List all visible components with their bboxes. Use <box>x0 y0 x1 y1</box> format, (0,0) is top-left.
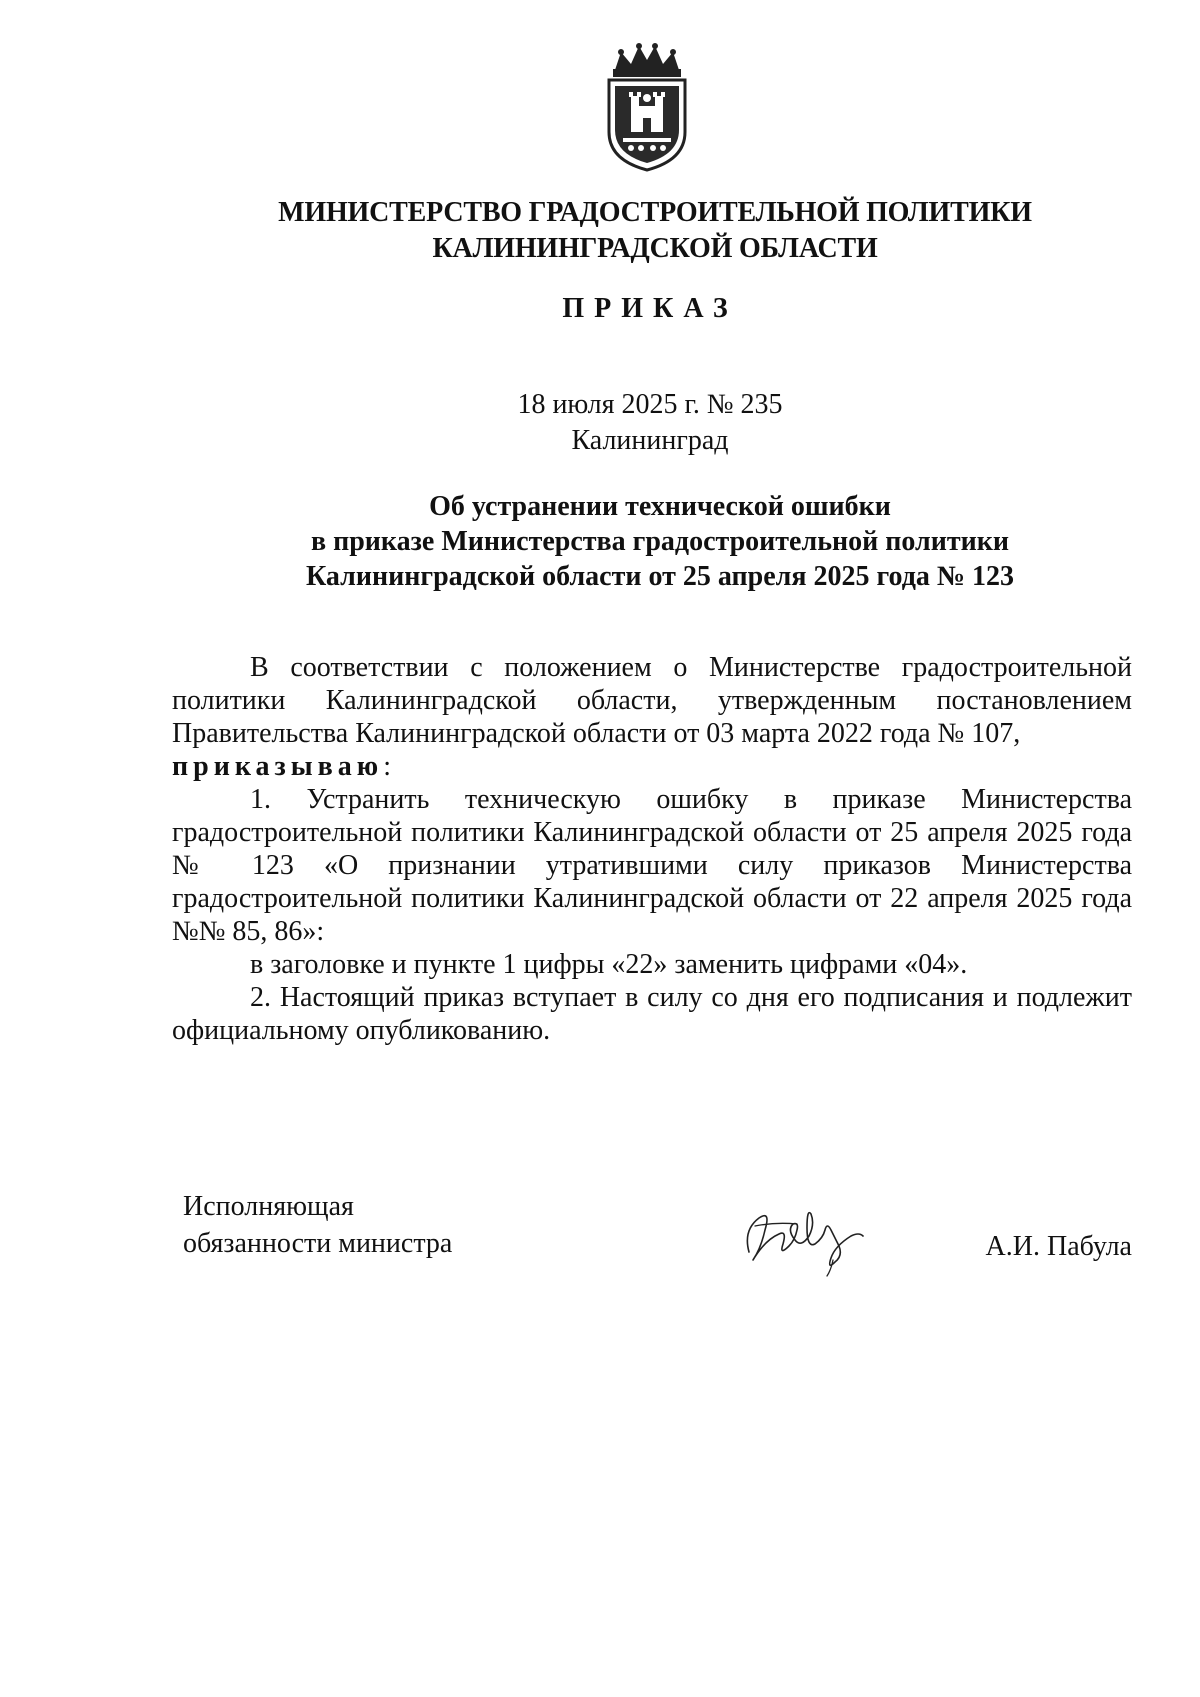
signatory-position <box>183 1188 452 1262</box>
preamble-paragraph <box>172 651 1132 750</box>
ministry-name-line2: КАЛИНИНГРАДСКОЙ ОБЛАСТИ <box>432 233 878 264</box>
signatory-position-line2: обязанности министра <box>183 1228 453 1259</box>
document-type: ПРИКАЗ <box>562 293 738 324</box>
order-word: приказываю <box>172 751 384 782</box>
item-2-text: 2. Настоящий приказ вступает в силу со дня его подписания и подлежит официальному опубликованию. <box>172 982 1132 1046</box>
handwritten-signature-icon <box>735 1200 875 1280</box>
item-2-paragraph <box>172 981 1132 1047</box>
order-date-number: 18 июля 2025 г. № 235 <box>517 389 783 420</box>
item-1-sub-text: в заголовке и пункте 1 цифры «22» заменить цифрами «04». <box>250 949 968 980</box>
item-1-paragraph <box>172 783 1132 948</box>
order-title <box>200 489 1120 594</box>
item-1-sub-paragraph <box>172 948 1132 981</box>
order-city: Калининград <box>571 425 729 456</box>
item-1-text: 1. Устранить техническую ошибку в приказе Министерства градостроительной политики Калининградской области от 25 апреля 2025 года № 123 «О признании утратившими силу приказов Министерства градостроительной политики Калининградской области от 22 апреля 2025 года №№ 85, 86»: <box>172 784 1132 947</box>
order-word-suffix: : <box>383 751 391 782</box>
order-title-line3: Калининградской области от 25 апреля 2025 года № 123 <box>305 561 1015 592</box>
coat-of-arms-icon <box>599 40 695 172</box>
order-word-paragraph <box>172 750 1132 783</box>
preamble-text: В соответствии с положением о Министерстве градостроительной политики Калининградской области, утвержденным постановлением Правительства Калининградской области от 03 марта 2022 года № 107, <box>172 652 1132 749</box>
order-body <box>172 651 1132 1047</box>
order-title-line2: в приказе Министерства градостроительной политики <box>310 526 1010 557</box>
ministry-name-line1: МИНИСТЕРСТВО ГРАДОСТРОИТЕЛЬНОЙ ПОЛИТИКИ <box>278 197 1032 228</box>
order-title-line1: Об устранении технической ошибки <box>429 491 891 522</box>
signatory-name: А.И. Пабула <box>985 1231 1132 1262</box>
signatory-position-line1: Исполняющая <box>183 1191 354 1222</box>
